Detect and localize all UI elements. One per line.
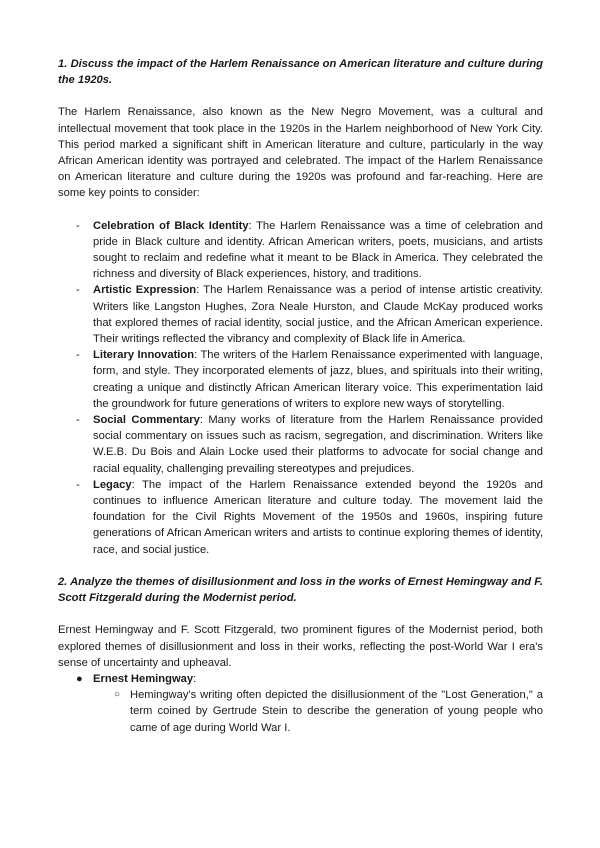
document-page bbox=[58, 56, 543, 736]
key-points-list bbox=[58, 218, 543, 558]
key-point-term: Social Commentary bbox=[93, 414, 200, 427]
dash-marker: - bbox=[76, 414, 80, 427]
dash-marker: - bbox=[76, 349, 80, 362]
key-point-term: Literary Innovation bbox=[93, 349, 195, 362]
dash-marker: - bbox=[76, 284, 80, 297]
hemingway-sub-point bbox=[58, 687, 543, 736]
key-point-text: : The Harlem Renaissance was a time of celebration and pride in Black culture and identity. African American writers, poets, musicians, and artists sought to reclaim and redefine what it meant to be Black in America. They celebrated the richness and diversity of Black experiences, history, and traditions. bbox=[93, 219, 543, 281]
section2-intro: Ernest Hemingway and F. Scott Fitzgerald, two prominent figures of the Modernist period, both explored themes of disillusionment and loss in their works, reflecting the post-World War I era's sense of uncertainty and upheaval. bbox=[58, 624, 543, 669]
key-point-item bbox=[58, 218, 543, 283]
key-point-text: : The writers of the Harlem Renaissance experimented with language, form, and style. They incorporated elements of jazz, blues, and spirituals into their writing, creating a unique and distinctly African American literary voice. This experimentation laid the groundwork for future generations of writers to explore new ways of storytelling. bbox=[93, 349, 543, 410]
key-point-item bbox=[58, 282, 543, 347]
section1-intro: The Harlem Renaissance, also known as the New Negro Movement, was a cultural and intellectual movement that took place in the 1920s in the Harlem neighborhood of New York City. This period marked a significant shift in American literature and culture, particularly in the way African American identity was portrayed and celebrated. The impact of the Harlem Renaissance on American literature and culture during the 1920s was profound and far-reaching. Here are some key points to consider: bbox=[58, 106, 543, 200]
key-point-item bbox=[58, 412, 543, 477]
dash-marker: - bbox=[76, 219, 80, 232]
bullet-marker: ● bbox=[76, 672, 83, 685]
section1-heading: 1. Discuss the impact of the Harlem Renaissance on American literature and culture during the 1920s. bbox=[58, 58, 543, 87]
sub-bullet-marker: ○ bbox=[114, 689, 121, 701]
sub-point-text: Hemingway's writing often depicted the disillusionment of the "Lost Generation," a term coined by Gertrude Stein to describe the generation of young people who came of age during World War I. bbox=[130, 689, 543, 734]
bullet-term: Ernest Hemingway bbox=[93, 672, 194, 685]
key-point-term: Artistic Expression bbox=[93, 284, 197, 297]
key-point-term: Celebration of Black Identity bbox=[93, 219, 249, 232]
bullet-suffix: : bbox=[193, 672, 197, 685]
key-point-item bbox=[58, 347, 543, 412]
section2-heading: 2. Analyze the themes of disillusionment and loss in the works of Ernest Hemingway and F. Scott Fitzgerald during the Modernist period. bbox=[58, 575, 543, 605]
key-point-text: : The impact of the Harlem Renaissance extended beyond the 1920s and continues to influence American literature and culture today. The movement laid the foundation for the Civil Rights Movement of the 1950s and 1960s, inspiring future generations of African American writers and artists to continue exploring themes of identity, race, and social justice. bbox=[93, 478, 543, 556]
dash-marker: - bbox=[76, 478, 80, 491]
key-point-text: : Many works of literature from the Harlem Renaissance provided social commentary on issues such as racism, segregation, and discrimination. Writers like W.E.B. Du Bois and Alain Locke used their platforms to advocate for social change and racial equality, challenging prevailing stereotypes and prejudices. bbox=[93, 414, 543, 475]
key-point-term: Legacy bbox=[93, 478, 132, 491]
key-point-item bbox=[58, 477, 543, 558]
hemingway-bullet bbox=[58, 671, 543, 687]
key-point-text: : The Harlem Renaissance was a period of intense artistic creativity. Writers like Langston Hughes, Zora Neale Hurston, and Claude McKay produced works that explored themes of racial identity, social justice, and the African American experience. Their writings reflected the vibrancy and complexity of Black life in America. bbox=[93, 284, 544, 346]
